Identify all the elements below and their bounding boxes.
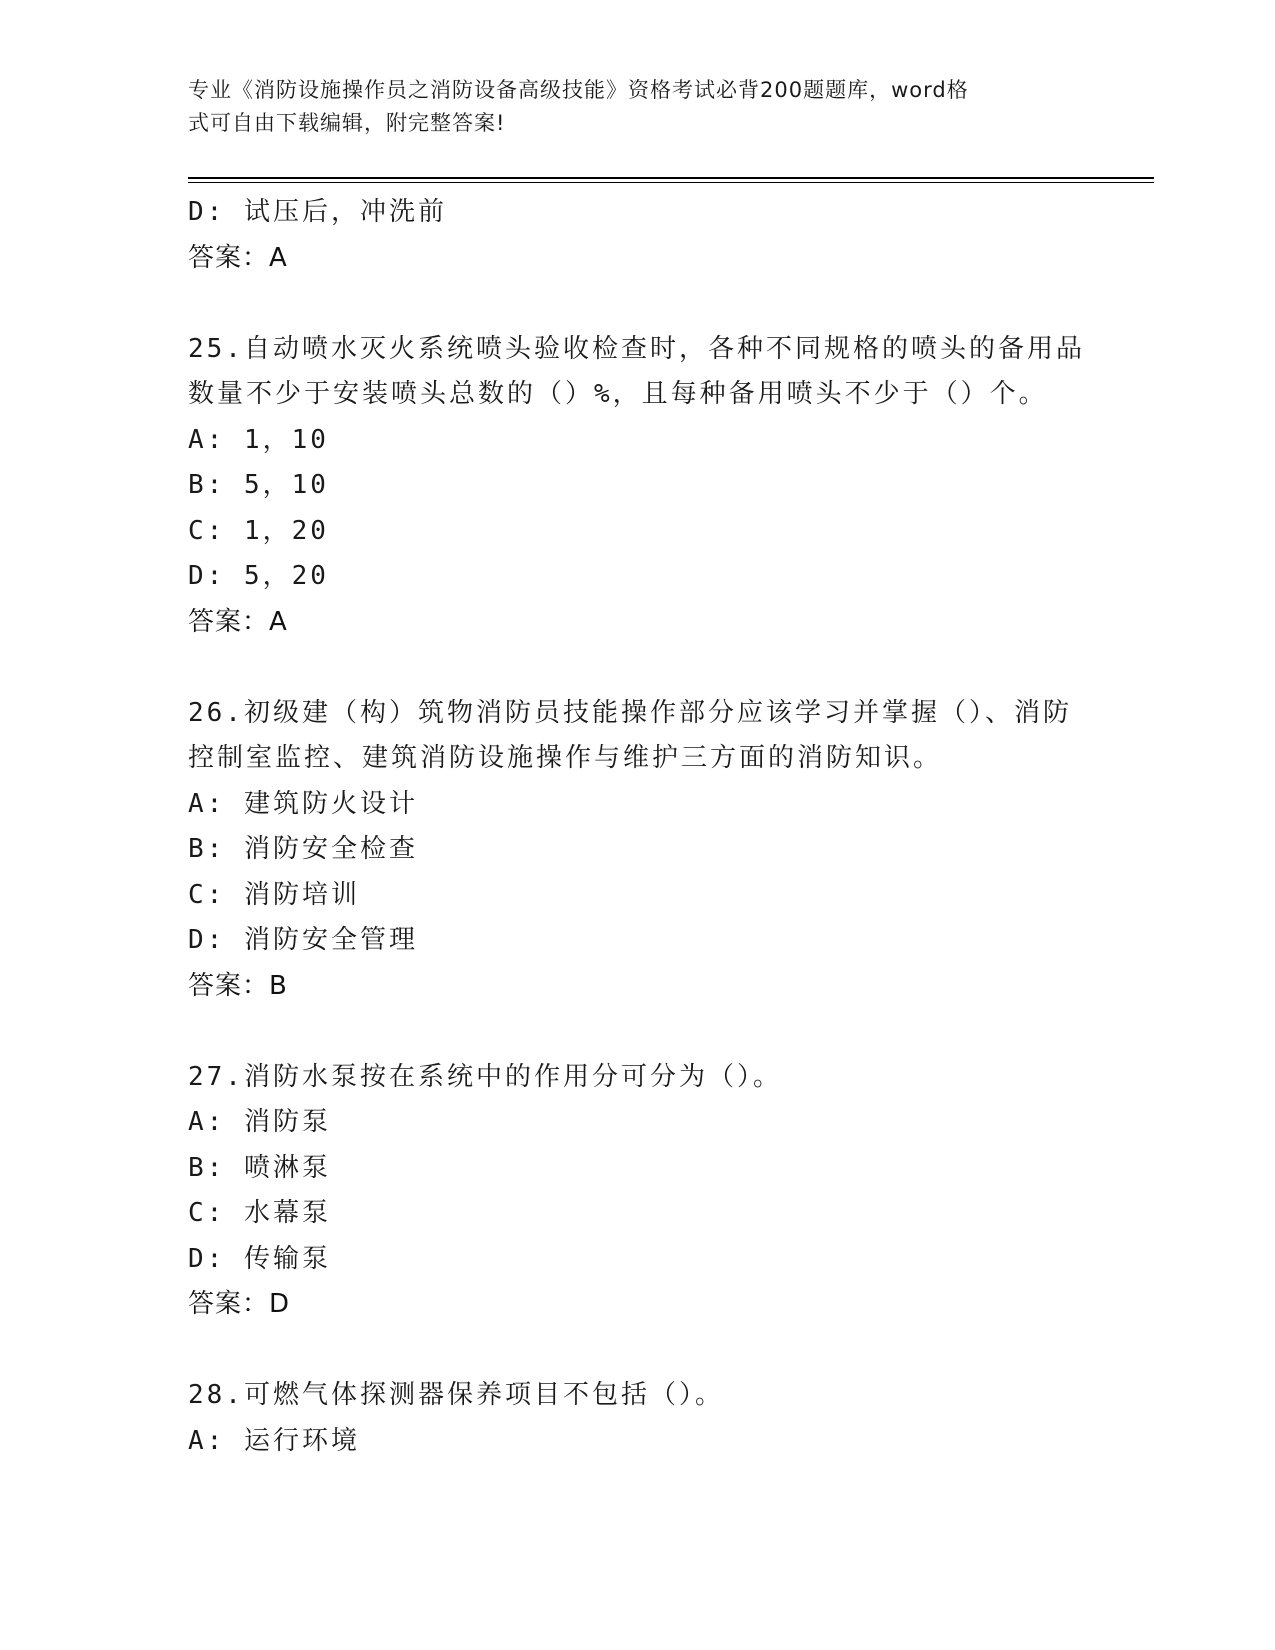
header-text-line-2: 式可自由下载编辑，附完整答案!	[188, 111, 506, 135]
option-b: B: 喷淋泵	[188, 1152, 331, 1183]
question-stem-continued: 控制室监控、建筑消防设施操作与维护三方面的消防知识。	[188, 743, 943, 773]
question-25	[188, 327, 1088, 646]
option-b: B: 5，10	[188, 470, 329, 500]
option-a: A: 建筑防火设计	[188, 788, 418, 819]
spacer	[188, 645, 1088, 691]
answer-line: 答案：A	[188, 242, 288, 273]
option-a: A: 消防泵	[188, 1107, 331, 1137]
option-c: C: 消防培训	[188, 879, 360, 910]
question-28	[188, 1373, 1088, 1464]
question-stem: 25.自动喷水灭火系统喷头验收检查时，各种不同规格的喷头的备用品	[188, 333, 1085, 364]
previous-question-tail	[188, 190, 1088, 281]
header-divider-thick	[188, 177, 1154, 179]
question-list	[188, 190, 1088, 1464]
option-d: D: 传输泵	[188, 1243, 331, 1274]
option-c: C: 1，20	[188, 515, 329, 546]
header-divider-thin	[188, 182, 1154, 183]
spacer	[188, 1328, 1088, 1374]
option-d: D: 消防安全管理	[188, 925, 418, 955]
question-26	[188, 691, 1088, 1010]
option-d: D: 试压后，冲洗前	[188, 197, 447, 227]
option-b: B: 消防安全检查	[188, 834, 418, 864]
spacer	[188, 1009, 1088, 1055]
option-a: A: 运行环境	[188, 1425, 360, 1456]
answer-line: 答案：A	[188, 606, 288, 637]
question-stem: 28.可燃气体探测器保养项目不包括（）。	[188, 1380, 724, 1410]
option-d: D: 5，20	[188, 561, 329, 591]
answer-line: 答案：B	[188, 970, 288, 1001]
header-text-line-1: 专业《消防设施操作员之消防设备高级技能》资格考试必背200题题库，word格	[188, 78, 969, 102]
document-header	[188, 74, 1068, 140]
question-stem: 27.消防水泵按在系统中的作用分可分为（）。	[188, 1061, 782, 1092]
spacer	[188, 281, 1088, 327]
question-27	[188, 1055, 1088, 1328]
question-stem-continued: 数量不少于安装喷头总数的（）%，且每种备用喷头不少于（）个。	[188, 379, 1048, 409]
question-stem: 26.初级建（构）筑物消防员技能操作部分应该学习并掌握（）、消防	[188, 697, 1072, 728]
answer-line: 答案：D	[188, 1289, 291, 1319]
option-a: A: 1，10	[188, 424, 329, 455]
option-c: C: 水幕泵	[188, 1198, 331, 1228]
